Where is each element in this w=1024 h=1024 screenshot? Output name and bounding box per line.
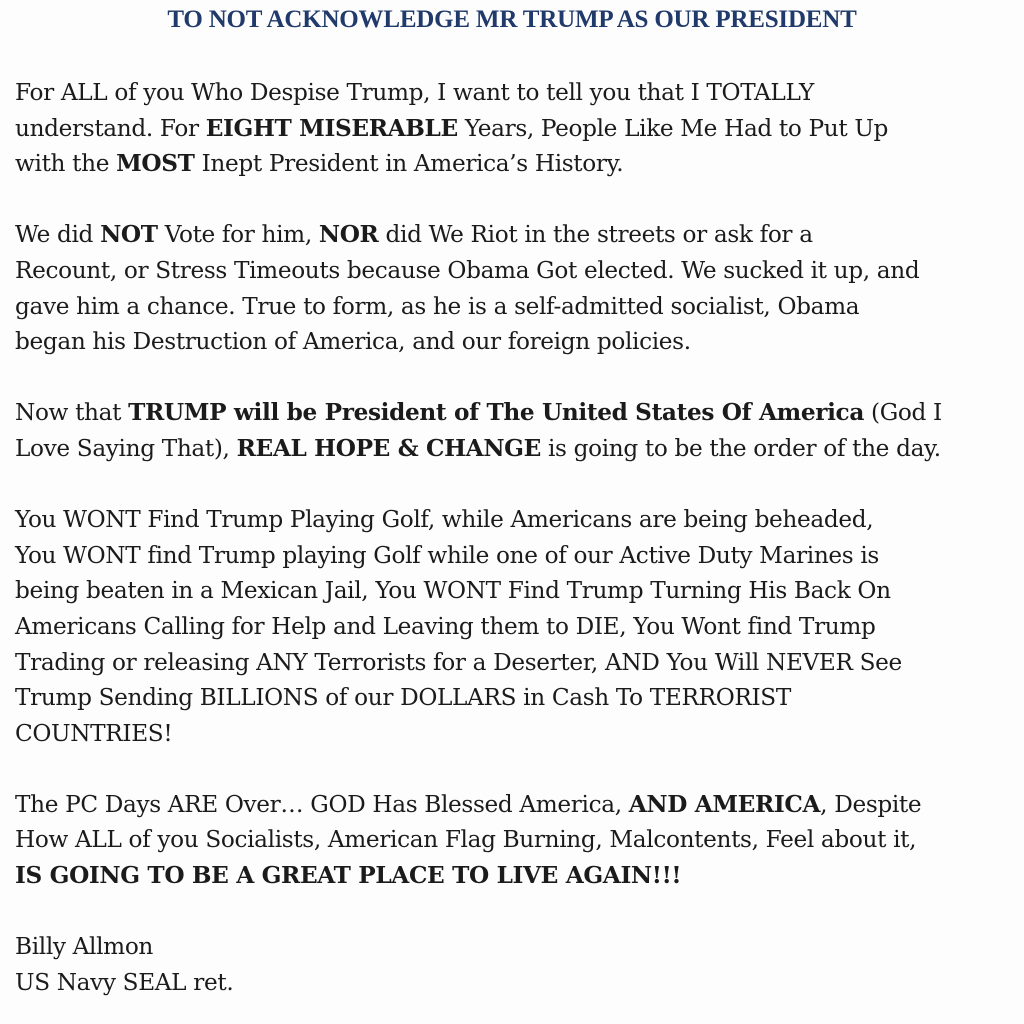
text-line xyxy=(15,609,1015,645)
bold-text-run: REAL HOPE & CHANGE xyxy=(236,434,541,462)
text-run: The PC Days ARE Over… GOD Has Blessed America, xyxy=(15,790,629,818)
signature-block xyxy=(15,929,1015,1000)
bold-text-run: NOT xyxy=(100,221,158,249)
paragraph-trump-president xyxy=(15,395,1015,466)
paragraph-wont-find xyxy=(15,502,1015,751)
text-line xyxy=(15,538,1015,574)
text-line xyxy=(15,822,1015,858)
bold-text-run: AND AMERICA xyxy=(628,790,821,818)
text-run: began his Destruction of America, and our foreign policies. xyxy=(15,328,691,356)
bold-text-run: MOST xyxy=(116,150,195,178)
text-line xyxy=(15,787,1015,823)
text-run: , Despite xyxy=(820,790,922,818)
text-run: Vote for him, xyxy=(157,221,319,249)
bold-text-run: TRUMP will be President of The United States Of America xyxy=(128,399,864,427)
text-run: How ALL of you Socialists, American Flag Burning, Malcontents, Feel about it, xyxy=(15,826,917,854)
text-line xyxy=(15,289,1015,325)
text-line xyxy=(15,146,1015,182)
text-run: For ALL of you Who Despise Trump, I want to tell you that I TOTALLY xyxy=(15,79,815,106)
text-run: Billy Allmon xyxy=(15,933,154,961)
text-line xyxy=(15,253,1015,289)
text-run: with the xyxy=(15,150,117,178)
text-run: Now that xyxy=(15,399,129,427)
text-line xyxy=(15,502,1015,538)
text-line xyxy=(15,217,1015,253)
paragraph-intro xyxy=(15,75,1015,182)
text-line xyxy=(15,324,1015,360)
text-line xyxy=(15,929,1015,965)
text-line xyxy=(15,111,1015,147)
paragraph-obama xyxy=(15,217,1015,359)
text-run: being beaten in a Mexican Jail, You WONT Find Trump Turning His Back On xyxy=(15,577,891,605)
bold-text-run: NOR xyxy=(318,221,379,249)
text-line xyxy=(15,716,1015,752)
text-run: You WONT find Trump playing Golf while one of our Active Duty Marines is xyxy=(15,541,879,569)
text-run: is going to be the order of the day. xyxy=(540,434,941,462)
text-line xyxy=(15,858,1015,894)
text-run: Recount, or Stress Timeouts because Obama Got elected. We sucked it up, and xyxy=(15,256,920,284)
text-line xyxy=(15,573,1015,609)
text-run: Years, People Like Me Had to Put Up xyxy=(457,114,889,142)
text-run: understand. For xyxy=(15,114,206,142)
text-run: COUNTRIES! xyxy=(15,719,173,747)
paragraph-pc-days xyxy=(15,787,1015,894)
document-title: TO NOT ACKNOWLEDGE MR TRUMP AS OUR PRESIDENT xyxy=(167,6,857,33)
text-line xyxy=(15,395,1015,431)
text-run: Love Saying That), xyxy=(15,434,237,462)
text-line xyxy=(15,75,1015,111)
text-line xyxy=(15,431,1015,467)
bold-text-run: EIGHT MISERABLE xyxy=(205,114,458,142)
text-run: We did xyxy=(15,221,101,249)
text-run: You WONT Find Trump Playing Golf, while Americans are being beheaded, xyxy=(15,506,874,534)
text-run: Inept President in America’s History. xyxy=(194,150,624,178)
text-line xyxy=(15,965,1015,1001)
text-run: did We Riot in the streets or ask for a xyxy=(378,221,813,249)
text-run: US Navy SEAL ret. xyxy=(15,968,234,996)
text-run: Trading or releasing ANY Terrorists for a Deserter, AND You Will NEVER See xyxy=(15,648,902,676)
bold-text-run: IS GOING TO BE A GREAT PLACE TO LIVE AGAIN!!! xyxy=(15,862,682,890)
text-run: Trump Sending BILLIONS of our DOLLARS in Cash To TERRORIST xyxy=(15,684,791,712)
text-run: gave him a chance. True to form, as he is a self-admitted socialist, Obama xyxy=(15,292,860,320)
document-body xyxy=(15,75,1015,1000)
text-line xyxy=(15,645,1015,681)
text-run: Americans Calling for Help and Leaving them to DIE, You Wont find Trump xyxy=(15,612,876,640)
text-line xyxy=(15,680,1015,716)
text-run: (God I xyxy=(864,399,942,427)
